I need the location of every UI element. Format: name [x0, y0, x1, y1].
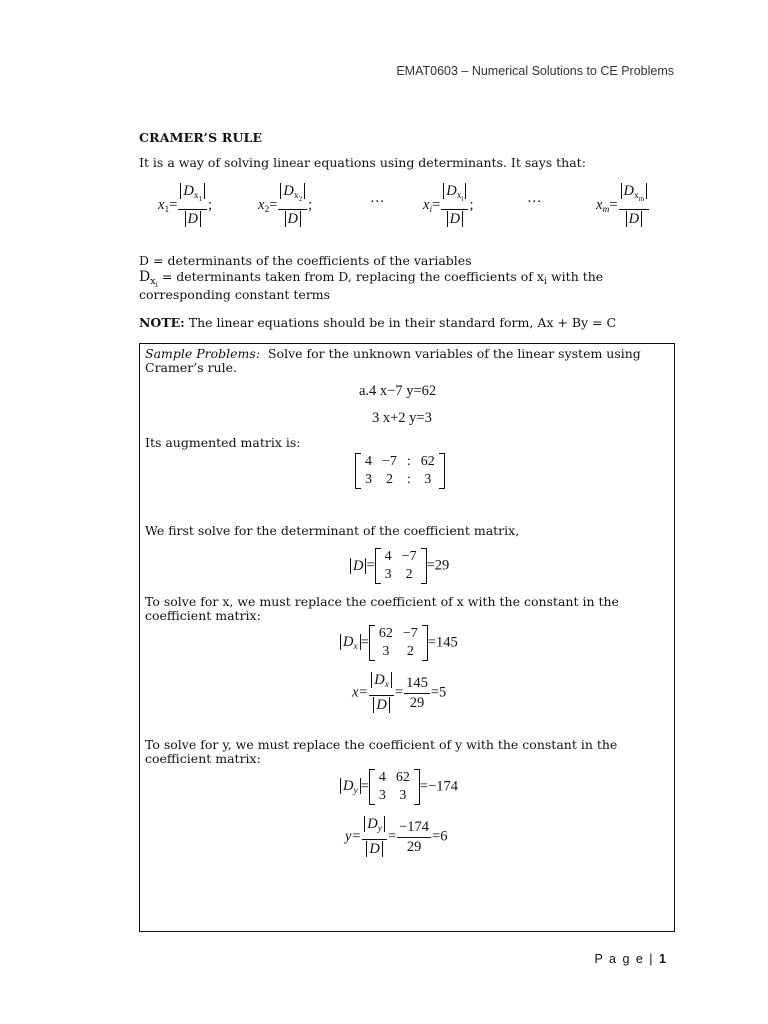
solve-y-label: To solve for y, we must replace the coefficient of y with the constant in the [145, 737, 618, 752]
formula-xi: $x_i=$ $\frac{D_{x_i}}{D}$ ; [423, 183, 474, 227]
page-footer: P a g e | 1 [594, 952, 666, 966]
formula-xm: $x_m=$ $\frac{D_{x_m}}{D}$ [596, 183, 650, 228]
augmented-label: Its augmented matrix is: [145, 435, 301, 450]
formula-x1: $x_1=$ $\frac{D_{x_1}}{D}$ ; [158, 183, 213, 227]
solve-x-label-continued: coefficient matrix: [145, 608, 261, 623]
equation-1: a.4 x−7 y=62 [359, 383, 437, 399]
solve-y-label-continued: coefficient matrix: [145, 751, 261, 766]
sample-intro-continued: Cramer’s rule. [145, 360, 237, 375]
y-solution: y= $\frac{D_y}{D}$ = $\frac{-174}{29}$ =6 [345, 816, 448, 857]
document-header: EMAT0603 – Numerical Solutions to CE Problems [396, 64, 674, 78]
note: NOTE: The linear equations should be in their standard form, Ax + By = C [139, 315, 617, 330]
determinant-dx: $D_x$ = 62 −7 3 2 =145 [340, 625, 458, 661]
sample-intro: Sample Problems: Solve for the unknown variables of the linear system using [145, 346, 641, 361]
x-solution: x= $\frac{D_x}{D}$ = $\frac{145}{29}$ =5 [352, 672, 447, 713]
definition-d: D = determinants of the coefficients of the variables [139, 253, 472, 268]
equation-2: 3 x+2 y=3 [372, 410, 432, 426]
formula-ellipsis-2: … [527, 190, 542, 206]
formula-x2: $x_2=$ $\frac{D_{x_2}}{D}$ ; [258, 183, 313, 227]
definition-dx-continued: corresponding constant terms [139, 287, 331, 302]
solve-x-label: To solve for x, we must replace the coefficient of x with the constant in the [145, 594, 619, 609]
augmented-matrix: 4 −7 : 62 3 2 : 3 [355, 453, 445, 489]
determinant-d: D = 4 −7 3 2 =29 [350, 548, 449, 584]
determinant-label: We first solve for the determinant of the coefficient matrix, [145, 523, 520, 538]
intro-text: It is a way of solving linear equations using determinants. It says that: [139, 155, 586, 170]
determinant-dy: $D_y$ = 4 62 3 3 =−174 [340, 769, 458, 805]
page-number: 1 [659, 952, 666, 966]
formula-ellipsis-1: … [370, 190, 385, 206]
definition-dx: $D_{x_i}$ = determinants taken from D, replacing the coefficients of $x_i$ with the [139, 269, 604, 289]
section-title: CRAMER’S RULE [139, 130, 263, 145]
